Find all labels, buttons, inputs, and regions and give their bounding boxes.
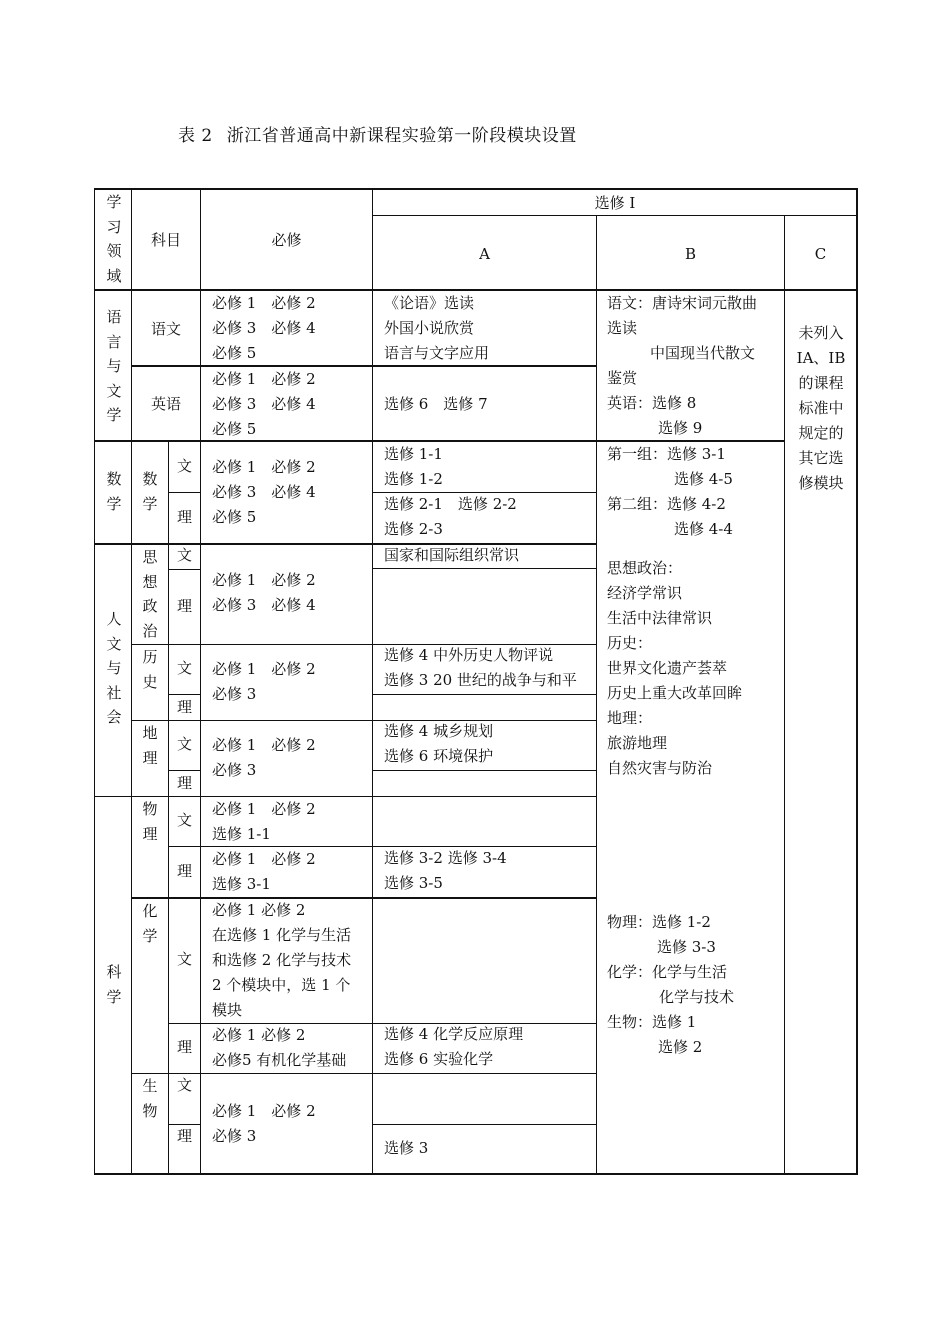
required-chemistry-sci: 必修 1 必修 2 必修5 有机化学基础 (212, 1026, 347, 1069)
required-history: 必修 1 必修 2 必修 3 (212, 660, 316, 703)
subject-biology: 生物 (142, 1077, 158, 1120)
required-chinese: 必修 1 必修 2 必修 3 必修 4 必修 5 (212, 294, 316, 362)
track-label: 文 (176, 950, 192, 968)
subject-chemistry: 化学 (142, 902, 158, 945)
header-subject: 科目 (150, 231, 181, 249)
track-label: 文 (176, 457, 192, 475)
required-english: 必修 1 必修 2 必修 3 必修 4 必修 5 (212, 370, 316, 438)
required-physics-sci: 必修 1 必修 2 选修 3-1 (212, 850, 316, 893)
col-a-physics-sci: 选修 3-2 选修 3-4 选修 3-5 (384, 849, 507, 892)
header-col-a: A (479, 245, 490, 263)
header-col-b: B (684, 245, 697, 263)
col-a-biology-sci: 选修 3 (384, 1139, 429, 1157)
subject-history: 历史 (142, 648, 158, 691)
required-geography: 必修 1 必修 2 必修 3 (212, 736, 316, 779)
required-physics-arts: 必修 1 必修 2 选修 1-1 (212, 800, 316, 843)
track-label: 理 (176, 1127, 192, 1145)
track-label: 理 (176, 508, 192, 526)
subject-chinese: 语文 (150, 320, 181, 338)
subject-english: 英语 (150, 395, 181, 413)
col-b-humanities: 思想政治： 经济学常识 生活中法律常识 历史： 世界文化遗产荟萃 历史上重大改革回眸 地理： 旅游地理 自然灾害与防治 (607, 559, 743, 777)
caption-title: 浙江省普通高中新课程实验第一阶段模块设置 (226, 126, 577, 146)
header-elective1: 选修 I (594, 194, 636, 212)
subject-math: 数学 (142, 470, 158, 513)
col-a-politics-arts: 国家和国际组织常识 (384, 546, 520, 564)
col-c-note: 未列入 IA、IB 的课程 标准中 规定的 其它选 修模块 (796, 324, 846, 492)
required-biology: 必修 1 必修 2 必修 3 (212, 1102, 316, 1145)
track-label: 文 (176, 811, 192, 829)
col-a-history-arts: 选修 4 中外历史人物评说 选修 3 20 世纪的战争与和平 (384, 646, 577, 689)
table-caption (178, 121, 591, 146)
col-a-geography-arts: 选修 4 城乡规划 选修 6 环境保护 (384, 722, 494, 765)
track-label: 文 (176, 659, 192, 677)
track-label: 文 (176, 1076, 192, 1094)
subject-geography: 地理 (142, 724, 158, 767)
col-b-math: 第一组：选修 3-1 选修 4-5 第二组：选修 4-2 选修 4-4 (607, 445, 733, 538)
subject-physics: 物理 (142, 800, 158, 843)
header-required: 必修 (271, 231, 302, 249)
field-language: 语言与文学 (106, 308, 122, 424)
col-a-math-arts: 选修 1-1 选修 1-2 (384, 445, 443, 488)
col-b-language: 语文：唐诗宋词元散曲 选读 中国现当代散文 鉴赏 英语：选修 8 选修 9 (607, 294, 758, 437)
field-math: 数学 (106, 470, 122, 513)
track-label: 理 (176, 698, 192, 716)
track-label: 理 (176, 597, 192, 615)
track-label: 文 (176, 735, 192, 753)
caption-number: 表 2 (178, 126, 213, 146)
col-a-chinese: 《论语》选读 外国小说欣赏 语言与文字应用 (384, 294, 490, 362)
required-math: 必修 1 必修 2 必修 3 必修 4 必修 5 (212, 458, 316, 526)
field-science: 科学 (106, 963, 122, 1006)
track-label: 文 (176, 546, 192, 564)
col-a-english: 选修 6 选修 7 (384, 395, 488, 413)
header-field: 学习领域 (106, 193, 122, 285)
required-politics: 必修 1 必修 2 必修 3 必修 4 (212, 571, 316, 614)
track-label: 理 (176, 1038, 192, 1056)
col-a-chemistry-sci: 选修 4 化学反应原理 选修 6 实验化学 (384, 1025, 524, 1068)
subject-politics: 思想政治 (142, 548, 158, 640)
col-b-science: 物理：选修 1-2 选修 3-3 化学：化学与生活 化学与技术 生物：选修 1 选修 2 (607, 913, 735, 1056)
header-col-c: C (814, 245, 827, 263)
col-a-math-sci: 选修 2-1 选修 2-2 选修 2-3 (384, 495, 517, 538)
track-label: 理 (176, 862, 192, 880)
track-label: 理 (176, 774, 192, 792)
field-humanities: 人文与社会 (106, 610, 122, 726)
required-chemistry-arts: 必修 1 必修 2 在选修 1 化学与生活 和选修 2 化学与技术 2 个模块中，选 1 个 模块 (212, 901, 352, 1019)
